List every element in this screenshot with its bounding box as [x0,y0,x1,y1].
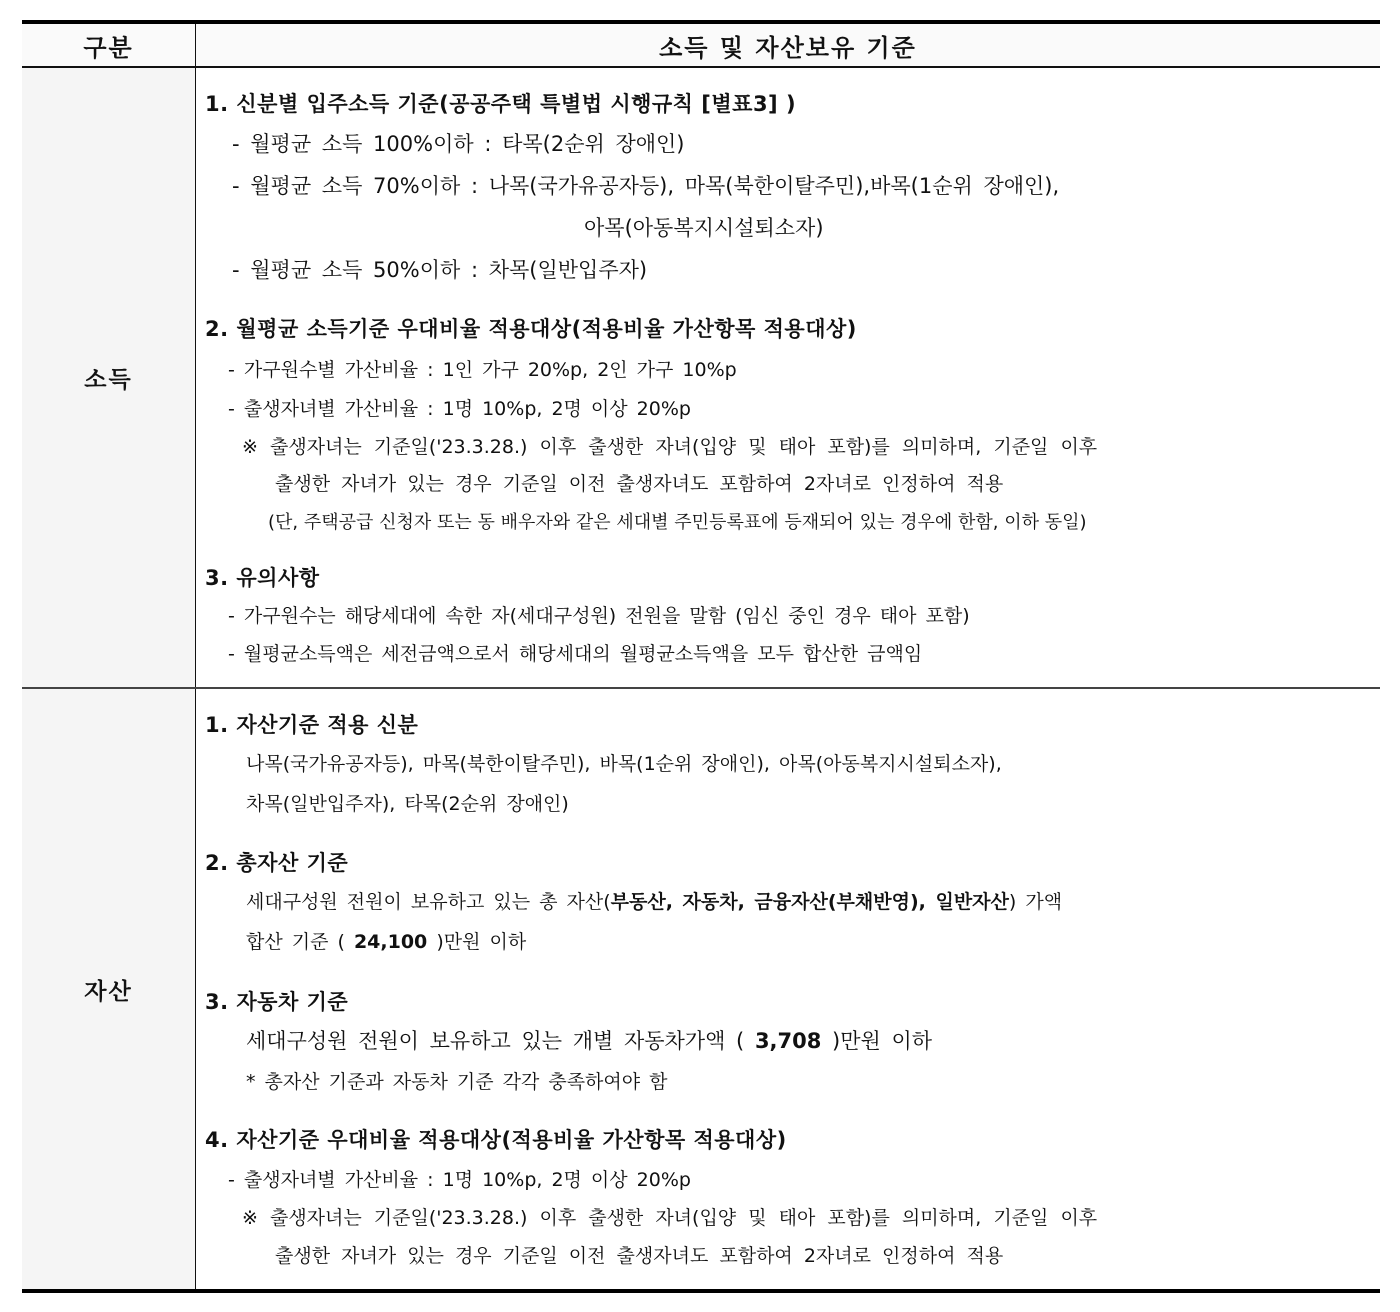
income-s1-line: - 월평균 소득 100%이하 : 타목(2순위 장애인) [232,132,685,156]
income-s2-title: 2. 월평균 소득기준 우대비율 적용대상(적용비율 가산항목 적용대상) [205,317,857,341]
asset-section [22,689,1380,1289]
asset-s2-title: 2. 총자산 기준 [205,851,349,875]
income-s1-line: 아목(아동복지시설퇴소자) [584,216,824,240]
asset-s3-line2: * 총자산 기준과 자동차 기준 각각 충족하여야 함 [246,1071,668,1093]
table-header-row [22,24,1380,68]
criteria-table [22,20,1380,1293]
asset-types: 부동산, 자동차, 금융자산(부채반영), 일반자산 [610,891,1009,913]
asset-content [196,689,1380,1289]
total-asset-limit: 24,100 [353,931,428,953]
income-s3-line: - 가구원수는 해당세대에 속한 자(세대구성원) 전원을 말함 (임신 중인 경우 태아 포함) [228,605,970,627]
asset-s1-line: 나목(국가유공자등), 마목(북한이탈주민), 바목(1순위 장애인), 아목(아동복지시설퇴소자), [246,753,1002,775]
income-label: 소득 [22,68,196,687]
income-s2-line: - 출생자녀별 가산비율 : 1명 10%p, 2명 이상 20%p [228,398,691,420]
asset-s3-title: 3. 자동차 기준 [205,990,349,1014]
asset-label: 자산 [22,689,196,1289]
asset-s4-title: 4. 자산기준 우대비율 적용대상(적용비율 가산항목 적용대상) [205,1128,787,1152]
asset-s1-title: 1. 자산기준 적용 신분 [205,713,419,737]
asset-s2-line2: 합산 기준 ( 24,100 )만원 이하 [246,931,527,953]
asset-s4-note: 출생한 자녀가 있는 경우 기준일 이전 출생자녀도 포함하여 2자녀로 인정하여 적용 [275,1245,1004,1267]
income-s1-title: 1. 신분별 입주소득 기준(공공주택 특별법 시행규칙 [별표3] ) [205,92,797,116]
asset-s4-note: ※ 출생자녀는 기준일('23.3.28.) 이후 출생한 자녀(입양 및 태아 포함)를 의미하며, 기준일 이후 [242,1207,1098,1229]
income-s2-line: - 가구원수별 가산비율 : 1인 가구 20%p, 2인 가구 10%p [228,359,737,381]
income-s3-line: - 월평균소득액은 세전금액으로서 해당세대의 월평균소득액을 모두 합산한 금액임 [228,643,923,665]
income-s2-note: 출생한 자녀가 있는 경우 기준일 이전 출생자녀도 포함하여 2자녀로 인정하여 적용 [275,473,1004,495]
asset-s4-line: - 출생자녀별 가산비율 : 1명 10%p, 2명 이상 20%p [228,1169,691,1191]
vehicle-limit: 3,708 [754,1029,822,1053]
header-category: 구분 [22,24,196,66]
income-content [196,68,1380,687]
income-s2-note: (단, 주택공급 신청자 또는 동 배우자와 같은 세대별 주민등록표에 등재되어 있는 경우에 한함, 이하 동일) [268,512,1087,533]
income-s1-line: - 월평균 소득 70%이하 : 나목(국가유공자등), 마목(북한이탈주민),바목(1순위 장애인), [232,174,1060,198]
header-criteria: 소득 및 자산보유 기준 [659,33,917,62]
income-section [22,68,1380,689]
income-s3-title: 3. 유의사항 [205,566,320,590]
income-s2-note: ※ 출생자녀는 기준일('23.3.28.) 이후 출생한 자녀(입양 및 태아 포함)를 의미하며, 기준일 이후 [242,436,1098,458]
asset-s1-line: 차목(일반입주자), 타목(2순위 장애인) [246,793,569,815]
income-s1-line: - 월평균 소득 50%이하 : 차목(일반입주자) [232,258,648,282]
asset-s3-line1: 세대구성원 전원이 보유하고 있는 개별 자동차가액 ( 3,708 )만원 이하 [246,1029,933,1053]
asset-s2-line1: 세대구성원 전원이 보유하고 있는 총 자산(부동산, 자동차, 금융자산(부채반영), 일반자산) 가액 [246,891,1063,913]
